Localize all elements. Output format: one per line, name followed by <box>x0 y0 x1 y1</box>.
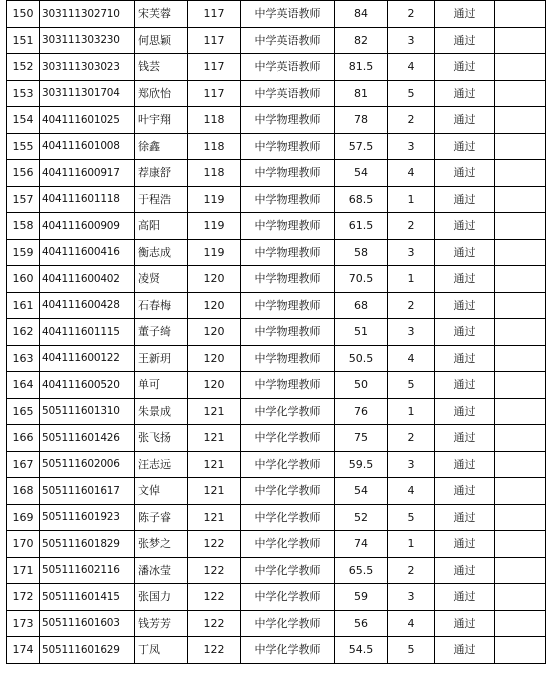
cell-rank: 5 <box>388 637 435 664</box>
cell-name: 钱芸 <box>135 54 188 81</box>
cell-seq: 160 <box>7 266 40 293</box>
table-row <box>7 319 546 346</box>
table-row <box>7 637 546 664</box>
cell-candidate-id: 505111601829 <box>40 531 135 558</box>
table-row <box>7 27 546 54</box>
cell-candidate-id: 505111601310 <box>40 398 135 425</box>
cell-seq: 151 <box>7 27 40 54</box>
cell-name: 钱芳芳 <box>135 610 188 637</box>
cell-score: 59 <box>335 584 388 611</box>
cell-result: 通过 <box>435 292 495 319</box>
cell-remark <box>495 1 546 28</box>
cell-candidate-id: 404111600428 <box>40 292 135 319</box>
cell-score: 74 <box>335 531 388 558</box>
cell-score: 57.5 <box>335 133 388 160</box>
cell-rank: 4 <box>388 610 435 637</box>
cell-result: 通过 <box>435 478 495 505</box>
cell-job-title: 中学物理教师 <box>241 186 335 213</box>
cell-remark <box>495 345 546 372</box>
cell-score: 76 <box>335 398 388 425</box>
cell-position-code: 120 <box>188 372 241 399</box>
cell-name: 朱景成 <box>135 398 188 425</box>
cell-score: 78 <box>335 107 388 134</box>
cell-candidate-id: 404111601118 <box>40 186 135 213</box>
cell-result: 通过 <box>435 372 495 399</box>
cell-result: 通过 <box>435 266 495 293</box>
table-row <box>7 478 546 505</box>
cell-score: 70.5 <box>335 266 388 293</box>
cell-position-code: 120 <box>188 266 241 293</box>
cell-position-code: 117 <box>188 54 241 81</box>
cell-rank: 2 <box>388 425 435 452</box>
table-row <box>7 160 546 187</box>
table-row <box>7 504 546 531</box>
cell-remark <box>495 107 546 134</box>
cell-job-title: 中学化学教师 <box>241 451 335 478</box>
cell-position-code: 121 <box>188 451 241 478</box>
cell-result: 通过 <box>435 345 495 372</box>
cell-score: 50.5 <box>335 345 388 372</box>
cell-position-code: 121 <box>188 478 241 505</box>
cell-candidate-id: 404111600416 <box>40 239 135 266</box>
cell-job-title: 中学物理教师 <box>241 266 335 293</box>
cell-rank: 3 <box>388 133 435 160</box>
cell-position-code: 118 <box>188 107 241 134</box>
cell-name: 文倬 <box>135 478 188 505</box>
table-row <box>7 1 546 28</box>
cell-remark <box>495 531 546 558</box>
table-row <box>7 292 546 319</box>
cell-score: 50 <box>335 372 388 399</box>
cell-position-code: 117 <box>188 1 241 28</box>
table-row <box>7 557 546 584</box>
cell-candidate-id: 505111602116 <box>40 557 135 584</box>
cell-rank: 2 <box>388 107 435 134</box>
cell-seq: 154 <box>7 107 40 134</box>
cell-seq: 174 <box>7 637 40 664</box>
cell-score: 75 <box>335 425 388 452</box>
cell-rank: 2 <box>388 557 435 584</box>
cell-result: 通过 <box>435 54 495 81</box>
cell-job-title: 中学物理教师 <box>241 292 335 319</box>
cell-seq: 162 <box>7 319 40 346</box>
cell-position-code: 118 <box>188 133 241 160</box>
cell-rank: 3 <box>388 27 435 54</box>
cell-position-code: 121 <box>188 425 241 452</box>
cell-score: 52 <box>335 504 388 531</box>
cell-seq: 150 <box>7 1 40 28</box>
cell-job-title: 中学化学教师 <box>241 504 335 531</box>
cell-name: 汪志远 <box>135 451 188 478</box>
cell-remark <box>495 213 546 240</box>
cell-candidate-id: 505111601603 <box>40 610 135 637</box>
cell-rank: 1 <box>388 398 435 425</box>
cell-position-code: 120 <box>188 345 241 372</box>
cell-position-code: 117 <box>188 27 241 54</box>
cell-name: 陈子睿 <box>135 504 188 531</box>
cell-job-title: 中学物理教师 <box>241 319 335 346</box>
cell-candidate-id: 303111303230 <box>40 27 135 54</box>
cell-position-code: 122 <box>188 610 241 637</box>
cell-job-title: 中学物理教师 <box>241 372 335 399</box>
cell-rank: 4 <box>388 160 435 187</box>
cell-remark <box>495 27 546 54</box>
cell-candidate-id: 404111601115 <box>40 319 135 346</box>
cell-position-code: 122 <box>188 557 241 584</box>
cell-seq: 161 <box>7 292 40 319</box>
table-row <box>7 610 546 637</box>
cell-score: 84 <box>335 1 388 28</box>
cell-score: 81.5 <box>335 54 388 81</box>
cell-name: 石春梅 <box>135 292 188 319</box>
cell-job-title: 中学物理教师 <box>241 160 335 187</box>
cell-result: 通过 <box>435 504 495 531</box>
cell-candidate-id: 303111303023 <box>40 54 135 81</box>
cell-seq: 158 <box>7 213 40 240</box>
cell-rank: 3 <box>388 319 435 346</box>
cell-name: 郑欣怡 <box>135 80 188 107</box>
cell-rank: 4 <box>388 54 435 81</box>
cell-candidate-id: 303111301704 <box>40 80 135 107</box>
cell-position-code: 118 <box>188 160 241 187</box>
cell-candidate-id: 505111602006 <box>40 451 135 478</box>
cell-job-title: 中学化学教师 <box>241 398 335 425</box>
cell-job-title: 中学化学教师 <box>241 425 335 452</box>
cell-rank: 3 <box>388 239 435 266</box>
cell-candidate-id: 404111601025 <box>40 107 135 134</box>
cell-seq: 155 <box>7 133 40 160</box>
table-row <box>7 133 546 160</box>
cell-rank: 2 <box>388 292 435 319</box>
table-row <box>7 398 546 425</box>
cell-rank: 4 <box>388 478 435 505</box>
cell-seq: 152 <box>7 54 40 81</box>
cell-name: 王新玥 <box>135 345 188 372</box>
cell-result: 通过 <box>435 584 495 611</box>
cell-candidate-id: 303111302710 <box>40 1 135 28</box>
cell-seq: 156 <box>7 160 40 187</box>
cell-candidate-id: 505111601415 <box>40 584 135 611</box>
cell-seq: 171 <box>7 557 40 584</box>
cell-rank: 2 <box>388 1 435 28</box>
cell-remark <box>495 292 546 319</box>
cell-result: 通过 <box>435 27 495 54</box>
cell-remark <box>495 451 546 478</box>
cell-position-code: 119 <box>188 239 241 266</box>
cell-result: 通过 <box>435 239 495 266</box>
cell-candidate-id: 404111600122 <box>40 345 135 372</box>
cell-rank: 5 <box>388 504 435 531</box>
cell-candidate-id: 505111601426 <box>40 425 135 452</box>
cell-result: 通过 <box>435 398 495 425</box>
cell-candidate-id: 404111601008 <box>40 133 135 160</box>
cell-score: 54 <box>335 478 388 505</box>
cell-position-code: 119 <box>188 213 241 240</box>
cell-seq: 166 <box>7 425 40 452</box>
cell-score: 59.5 <box>335 451 388 478</box>
cell-rank: 1 <box>388 186 435 213</box>
cell-rank: 1 <box>388 531 435 558</box>
cell-seq: 165 <box>7 398 40 425</box>
cell-remark <box>495 80 546 107</box>
table-row <box>7 584 546 611</box>
cell-seq: 170 <box>7 531 40 558</box>
cell-rank: 3 <box>388 584 435 611</box>
cell-result: 通过 <box>435 133 495 160</box>
cell-remark <box>495 557 546 584</box>
cell-remark <box>495 478 546 505</box>
cell-seq: 164 <box>7 372 40 399</box>
cell-result: 通过 <box>435 637 495 664</box>
cell-job-title: 中学化学教师 <box>241 584 335 611</box>
cell-result: 通过 <box>435 186 495 213</box>
table-row <box>7 451 546 478</box>
cell-remark <box>495 319 546 346</box>
cell-job-title: 中学英语教师 <box>241 54 335 81</box>
cell-job-title: 中学英语教师 <box>241 80 335 107</box>
cell-remark <box>495 266 546 293</box>
cell-candidate-id: 505111601617 <box>40 478 135 505</box>
cell-remark <box>495 584 546 611</box>
cell-position-code: 119 <box>188 186 241 213</box>
cell-rank: 5 <box>388 372 435 399</box>
cell-remark <box>495 610 546 637</box>
table-row <box>7 80 546 107</box>
cell-position-code: 120 <box>188 292 241 319</box>
cell-candidate-id: 404111600917 <box>40 160 135 187</box>
cell-seq: 173 <box>7 610 40 637</box>
cell-rank: 2 <box>388 213 435 240</box>
cell-name: 张飞扬 <box>135 425 188 452</box>
results-table <box>6 0 546 664</box>
cell-name: 宋芙蓉 <box>135 1 188 28</box>
cell-result: 通过 <box>435 531 495 558</box>
cell-position-code: 121 <box>188 504 241 531</box>
cell-result: 通过 <box>435 107 495 134</box>
cell-score: 58 <box>335 239 388 266</box>
cell-score: 65.5 <box>335 557 388 584</box>
cell-candidate-id: 505111601923 <box>40 504 135 531</box>
cell-name: 衡志成 <box>135 239 188 266</box>
cell-remark <box>495 637 546 664</box>
cell-seq: 168 <box>7 478 40 505</box>
cell-seq: 169 <box>7 504 40 531</box>
cell-name: 徐鑫 <box>135 133 188 160</box>
cell-name: 何思颖 <box>135 27 188 54</box>
cell-remark <box>495 160 546 187</box>
cell-position-code: 117 <box>188 80 241 107</box>
cell-remark <box>495 54 546 81</box>
cell-seq: 159 <box>7 239 40 266</box>
table-row <box>7 54 546 81</box>
table-row <box>7 345 546 372</box>
cell-job-title: 中学化学教师 <box>241 610 335 637</box>
cell-result: 通过 <box>435 1 495 28</box>
cell-score: 51 <box>335 319 388 346</box>
cell-name: 丁凤 <box>135 637 188 664</box>
cell-result: 通过 <box>435 425 495 452</box>
cell-score: 68.5 <box>335 186 388 213</box>
table-row <box>7 213 546 240</box>
cell-position-code: 122 <box>188 531 241 558</box>
cell-job-title: 中学物理教师 <box>241 213 335 240</box>
cell-rank: 4 <box>388 345 435 372</box>
cell-rank: 1 <box>388 266 435 293</box>
cell-result: 通过 <box>435 557 495 584</box>
cell-score: 54.5 <box>335 637 388 664</box>
cell-score: 81 <box>335 80 388 107</box>
cell-result: 通过 <box>435 451 495 478</box>
cell-name: 张国力 <box>135 584 188 611</box>
cell-position-code: 121 <box>188 398 241 425</box>
cell-remark <box>495 372 546 399</box>
cell-candidate-id: 505111601629 <box>40 637 135 664</box>
cell-job-title: 中学化学教师 <box>241 531 335 558</box>
cell-job-title: 中学物理教师 <box>241 239 335 266</box>
cell-score: 82 <box>335 27 388 54</box>
table-row <box>7 372 546 399</box>
cell-job-title: 中学化学教师 <box>241 557 335 584</box>
cell-remark <box>495 239 546 266</box>
cell-name: 叶宇翔 <box>135 107 188 134</box>
cell-result: 通过 <box>435 80 495 107</box>
cell-job-title: 中学化学教师 <box>241 637 335 664</box>
cell-name: 于程浩 <box>135 186 188 213</box>
cell-job-title: 中学物理教师 <box>241 107 335 134</box>
table-row <box>7 107 546 134</box>
cell-score: 54 <box>335 160 388 187</box>
cell-job-title: 中学化学教师 <box>241 478 335 505</box>
cell-job-title: 中学物理教师 <box>241 133 335 160</box>
table-row <box>7 186 546 213</box>
cell-remark <box>495 186 546 213</box>
table-body <box>7 0 546 663</box>
table-row <box>7 266 546 293</box>
cell-seq: 153 <box>7 80 40 107</box>
cell-name: 单可 <box>135 372 188 399</box>
cell-name: 董子绮 <box>135 319 188 346</box>
cell-candidate-id: 404111600909 <box>40 213 135 240</box>
cell-seq: 157 <box>7 186 40 213</box>
cell-remark <box>495 133 546 160</box>
cell-score: 61.5 <box>335 213 388 240</box>
cell-job-title: 中学物理教师 <box>241 345 335 372</box>
cell-position-code: 122 <box>188 637 241 664</box>
cell-score: 68 <box>335 292 388 319</box>
cell-seq: 172 <box>7 584 40 611</box>
cell-name: 凌贤 <box>135 266 188 293</box>
cell-candidate-id: 404111600402 <box>40 266 135 293</box>
cell-name: 高阳 <box>135 213 188 240</box>
cell-job-title: 中学英语教师 <box>241 1 335 28</box>
cell-candidate-id: 404111600520 <box>40 372 135 399</box>
cell-name: 潘冰莹 <box>135 557 188 584</box>
cell-position-code: 120 <box>188 319 241 346</box>
cell-rank: 3 <box>388 451 435 478</box>
cell-result: 通过 <box>435 160 495 187</box>
table-row <box>7 531 546 558</box>
cell-name: 荐康舒 <box>135 160 188 187</box>
table-row <box>7 239 546 266</box>
cell-score: 56 <box>335 610 388 637</box>
cell-result: 通过 <box>435 319 495 346</box>
cell-seq: 163 <box>7 345 40 372</box>
cell-rank: 5 <box>388 80 435 107</box>
cell-remark <box>495 425 546 452</box>
cell-name: 张梦之 <box>135 531 188 558</box>
cell-remark <box>495 504 546 531</box>
cell-result: 通过 <box>435 610 495 637</box>
cell-job-title: 中学英语教师 <box>241 27 335 54</box>
table-row <box>7 425 546 452</box>
cell-seq: 167 <box>7 451 40 478</box>
cell-result: 通过 <box>435 213 495 240</box>
cell-remark <box>495 398 546 425</box>
cell-position-code: 122 <box>188 584 241 611</box>
